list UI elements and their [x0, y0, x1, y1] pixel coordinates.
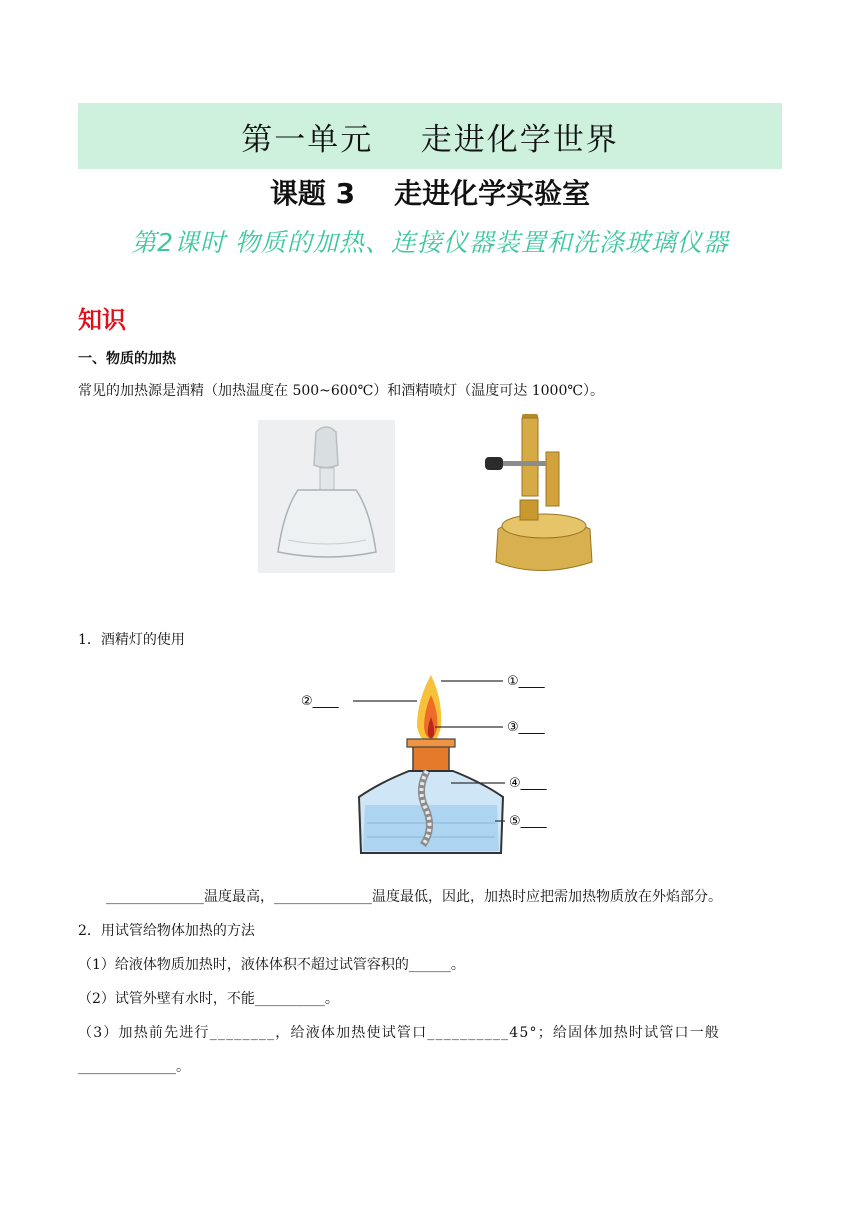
diagram-label-5: ⑤____: [509, 814, 547, 829]
unit-title: 第一单元 走进化学世界: [241, 121, 619, 158]
section1-heading: 一、物质的加热: [78, 351, 176, 367]
diagram-label-4: ④____: [509, 776, 547, 791]
diagram-label-2: ②____: [301, 694, 339, 709]
question-3-line2: ______________。: [78, 1059, 190, 1075]
question-2: （2）试管外壁有水时，不能__________。: [78, 991, 339, 1007]
diagram-label-1: ①____: [507, 674, 545, 689]
lesson-title: 课题 3 走进化学实验室: [269, 177, 591, 210]
question-3-line1: （3）加热前先进行________，给液体加热使试管口__________45°；给固体加热时试管口一般: [78, 1025, 721, 1041]
knowledge-heading: 知识: [78, 306, 126, 334]
diagram-label-3: ③____: [507, 720, 545, 735]
alcohol-blowtorch-photo: [480, 414, 600, 579]
item1-title: 1．酒精灯的使用: [78, 632, 185, 648]
heating-intro: 常见的加热源是酒精（加热温度在 500~600℃）和酒精喷灯（温度可达 1000℃）。: [78, 383, 605, 399]
flame-temperature-sentence: ______________温度最高，______________温度最低，因此，加热时应把需加热物质放在外焰部分。: [106, 889, 722, 905]
question-1: （1）给液体物质加热时，液体体积不超过试管容积的______。: [78, 957, 465, 973]
period-title: 第2课时 物质的加热、连接仪器装置和洗涤玻璃仪器: [131, 228, 729, 257]
item2-title: 2．用试管给物体加热的方法: [78, 923, 255, 939]
alcohol-lamp-photo: [258, 420, 395, 573]
alcohol-lamp-diagram: [295, 665, 585, 865]
unit-banner: [78, 103, 782, 169]
